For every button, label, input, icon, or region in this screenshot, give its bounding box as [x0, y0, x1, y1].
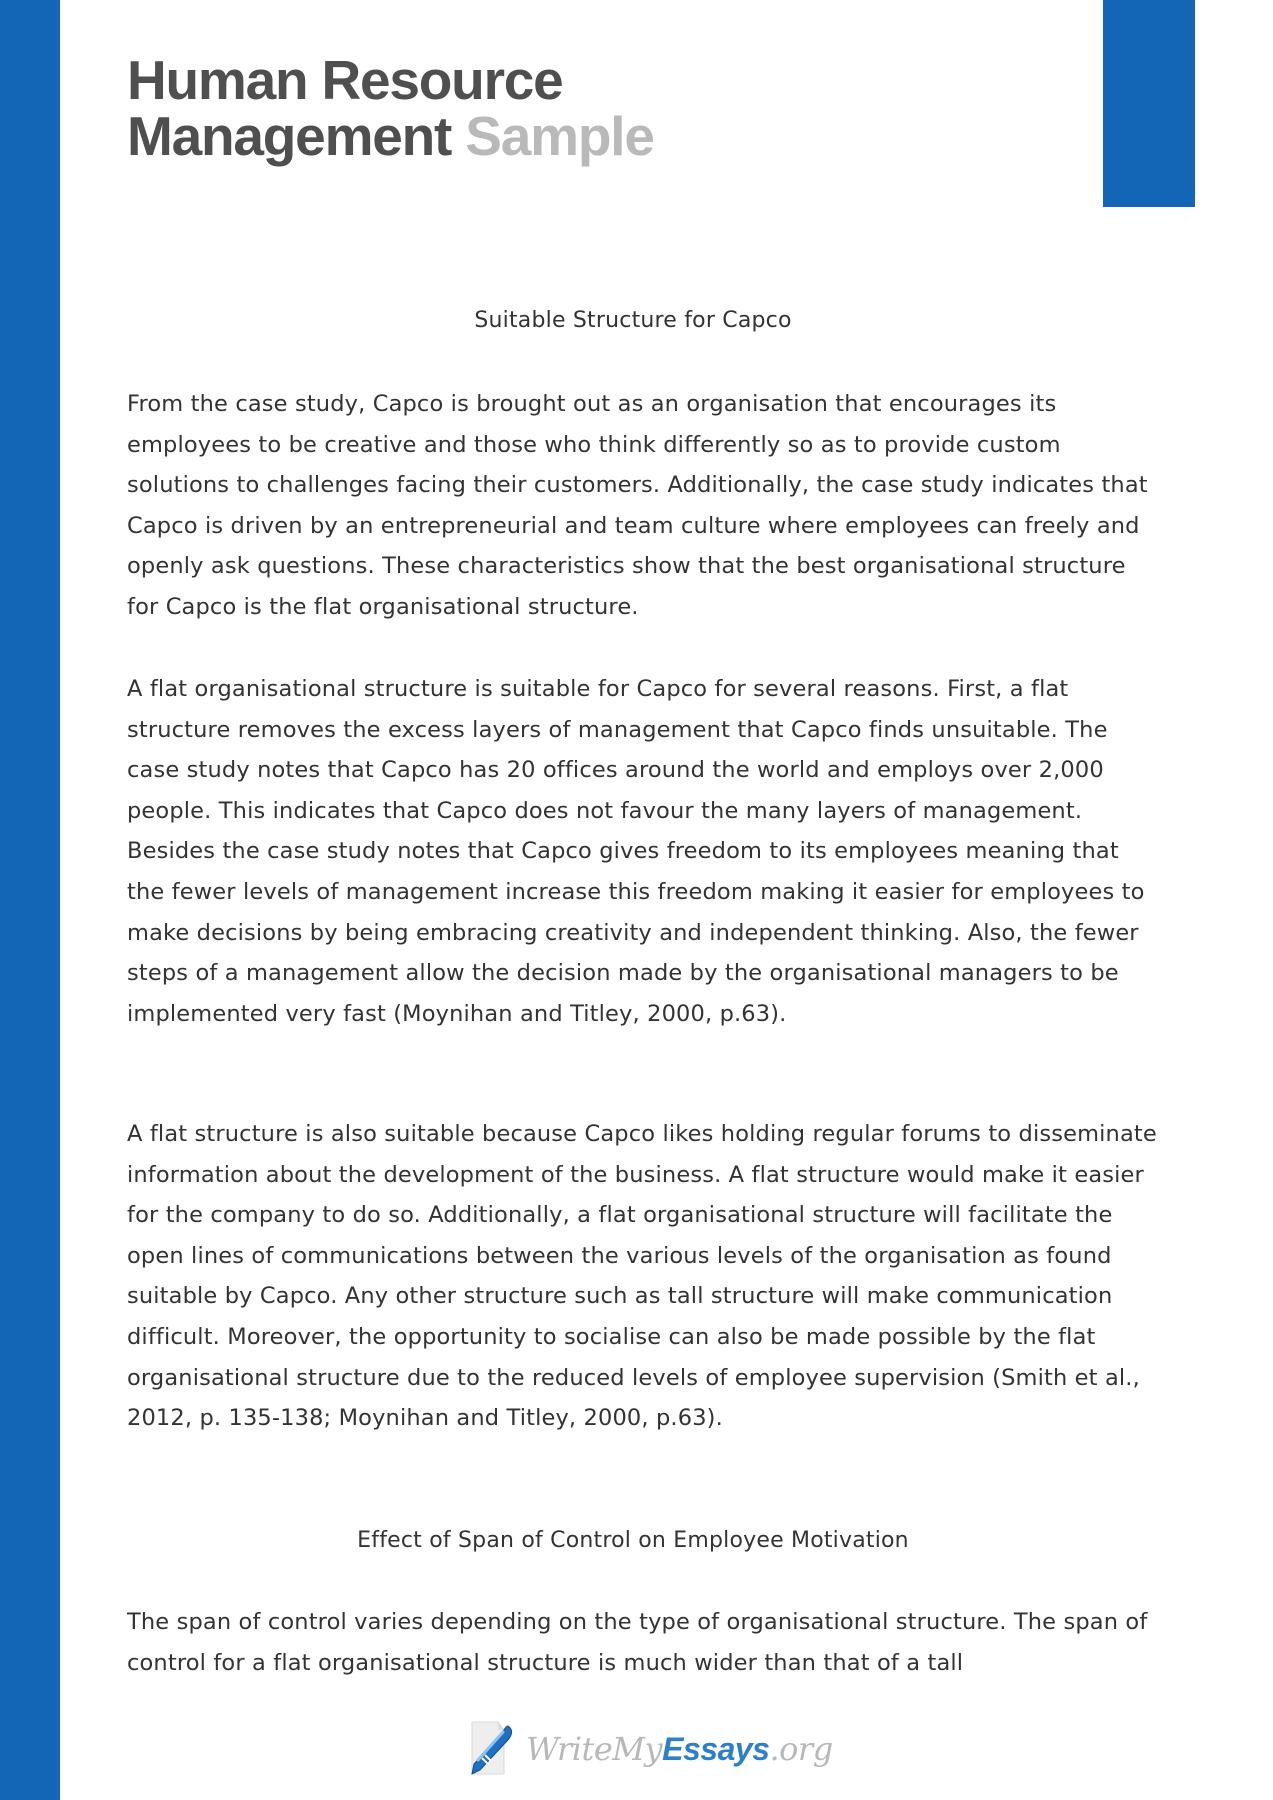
logo-brand: Essays — [662, 1731, 770, 1767]
paragraph-2: A flat organisational structure is suitable for Capco for several reasons. First, a flat structure removes the excess layers of management that Capco finds unsuitable. The case study notes that Capco has 20 offices around the world and employs over 2,000 people. This indicates that Capco does not favour the many layers of management. Besides the case study notes that Capco gives freedom to its employees meaning that the fewer levels of management increase this freedom making it easier for employees to make decisions by being embracing creativity and independent thinking. Also, the fewer steps of a management allow the decision made by the organisational managers to be implemented very fast (Moynihan and Titley, 2000, p.63). — [127, 676, 1145, 1027]
title-accent-word: Sample — [465, 105, 654, 167]
logo-prefix: WriteMy — [526, 1730, 663, 1768]
document-title — [127, 49, 654, 167]
logo-tld: .org — [769, 1730, 833, 1768]
section-heading-span-of-control: Effect of Span of Control on Employee Motivation — [357, 1528, 909, 1553]
paragraph-1: From the case study, Capco is brought out as an organisation that encourages its employees to be creative and those who think differently so as to provide custom solutions to challenges facing their customers. Additionally, the case study indicates that Capco is driven by an entrepreneurial and team culture where employees can freely and openly ask questions. These characteristics show that the best organisational structure for Capco is the flat organisational structure. — [127, 391, 1148, 620]
title-line-1: Human Resource — [127, 49, 563, 111]
paragraph-3: A flat structure is also suitable because Capco likes holding regular forums to disseminate information about the development of the business. A flat structure would make it easier for the company to do so. Additionally, a flat organisational structure will facilitate the open lines of communications between the various levels of the organisation as found suitable by Capco. Any other structure such as tall structure will make communication difficult. Moreover, the opportunity to socialise can also be made possible by the flat organisational structure due to the reduced levels of employee supervision (Smith et al., 2012, p. 135-138; Moynihan and Titley, 2000, p.63). — [127, 1121, 1157, 1432]
top-right-accent-block — [1103, 0, 1195, 207]
paragraph-4: The span of control varies depending on the type of organisational structure. The span of control for a flat organisational structure is much wider than that of a tall — [127, 1609, 1148, 1676]
pen-on-paper-icon — [458, 1718, 520, 1780]
writemyessays-logo[interactable] — [458, 1718, 833, 1780]
section-heading-suitable-structure: Suitable Structure for Capco — [474, 308, 792, 333]
left-accent-bar — [0, 0, 60, 1800]
title-main-word: Management — [127, 105, 452, 167]
logo-wordmark — [526, 1730, 833, 1768]
title-line-2 — [127, 105, 654, 167]
